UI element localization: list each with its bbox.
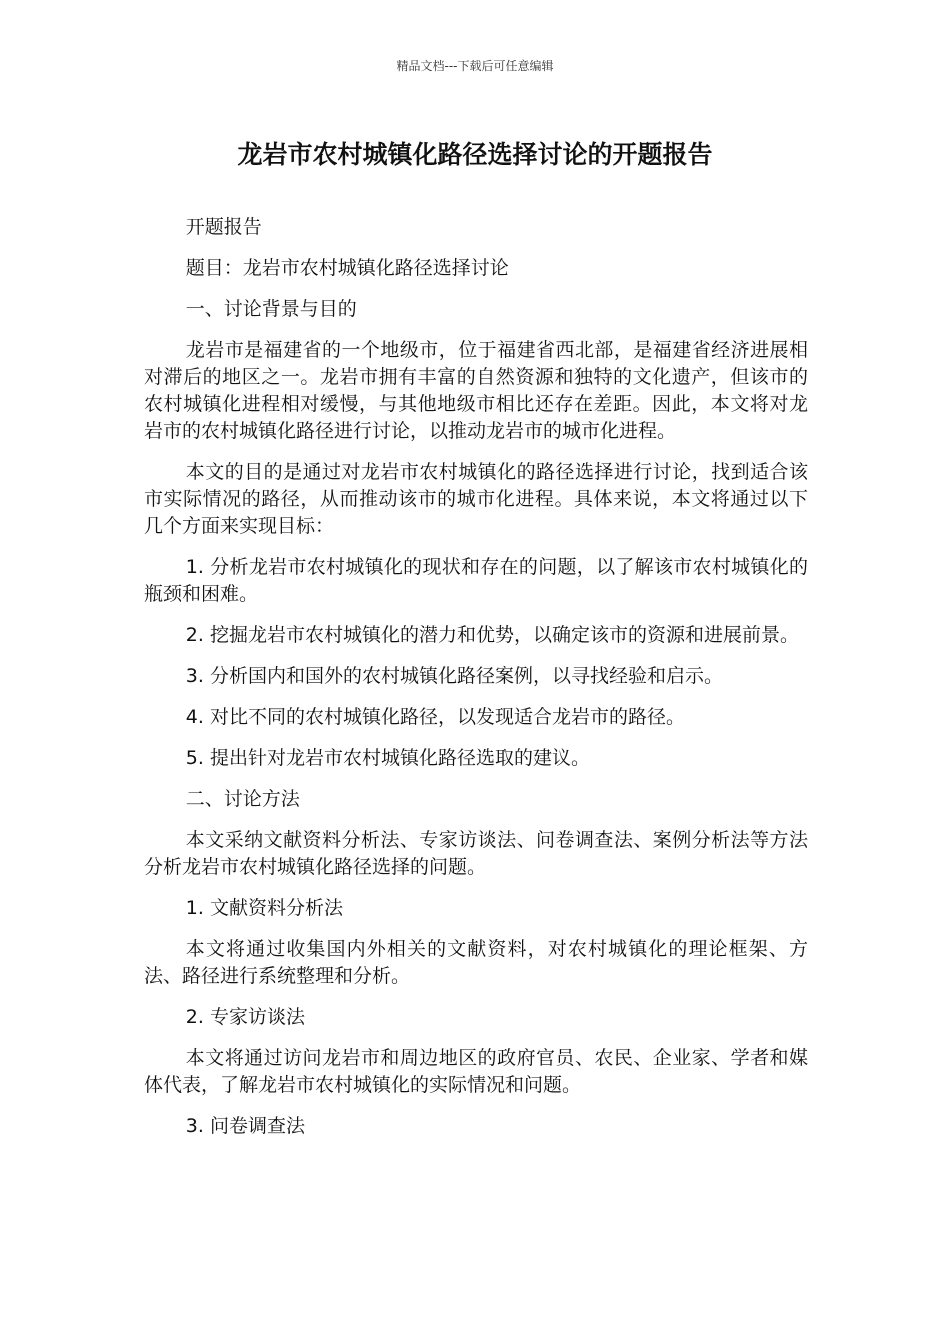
paragraph-methods: 本文采纳文献资料分析法、专家访谈法、问卷调查法、案例分析法等方法分析龙岩市农村城镇化路径选择的问题。 bbox=[144, 829, 808, 878]
paragraph-topic: 题目：龙岩市农村城镇化路径选择讨论 bbox=[185, 257, 509, 279]
header-note: 精品文档---下载后可任意编辑 bbox=[396, 59, 554, 73]
paragraph-purpose: 本文的目的是通过对龙岩市农村城镇化的路径选择进行讨论，找到适合该市实际情况的路径，从而推动该市的城市化进程。具体来说，本文将通过以下几个方面来实现目标： bbox=[144, 461, 808, 537]
paragraph-report-label: 开题报告 bbox=[185, 216, 262, 238]
list-item-goal-1: 1. 分析龙岩市农村城镇化的现状和存在的问题，以了解该市农村城镇化的瓶颈和困难。 bbox=[144, 556, 808, 605]
paragraph-interview: 本文将通过访问龙岩市和周边地区的政府官员、农民、企业家、学者和媒体代表，了解龙岩市农村城镇化的实际情况和问题。 bbox=[144, 1047, 808, 1096]
list-item-goal-2: 2. 挖掘龙岩市农村城镇化的潜力和优势，以确定该市的资源和进展前景。 bbox=[185, 624, 799, 646]
paragraph-literature: 本文将通过收集国内外相关的文献资料，对农村城镇化的理论框架、方法、路径进行系统整理和分析。 bbox=[144, 938, 808, 987]
method-heading-literature: 1. 文献资料分析法 bbox=[185, 897, 343, 919]
method-heading-interview: 2. 专家访谈法 bbox=[185, 1006, 305, 1028]
section-heading-background: 一、讨论背景与目的 bbox=[185, 298, 357, 320]
paragraph-background: 龙岩市是福建省的一个地级市，位于福建省西北部，是福建省经济进展相对滞后的地区之一。龙岩市拥有丰富的自然资源和独特的文化遗产，但该市的农村城镇化进程相对缓慢，与其他地级市相比还存在差距。因此，本文将对龙岩市的农村城镇化路径进行讨论，以推动龙岩市的城市化进程。 bbox=[144, 339, 808, 442]
list-item-goal-5: 5. 提出针对龙岩市农村城镇化路径选取的建议。 bbox=[185, 747, 590, 769]
method-heading-survey: 3. 问卷调查法 bbox=[185, 1115, 305, 1137]
list-item-goal-4: 4. 对比不同的农村城镇化路径，以发现适合龙岩市的路径。 bbox=[185, 706, 685, 728]
list-item-goal-3: 3. 分析国内和国外的农村城镇化路径案例，以寻找经验和启示。 bbox=[185, 665, 723, 687]
document-body bbox=[144, 214, 808, 1154]
document-title: 龙岩市农村城镇化路径选择讨论的开题报告 bbox=[237, 140, 713, 169]
section-heading-methods: 二、讨论方法 bbox=[185, 788, 300, 810]
